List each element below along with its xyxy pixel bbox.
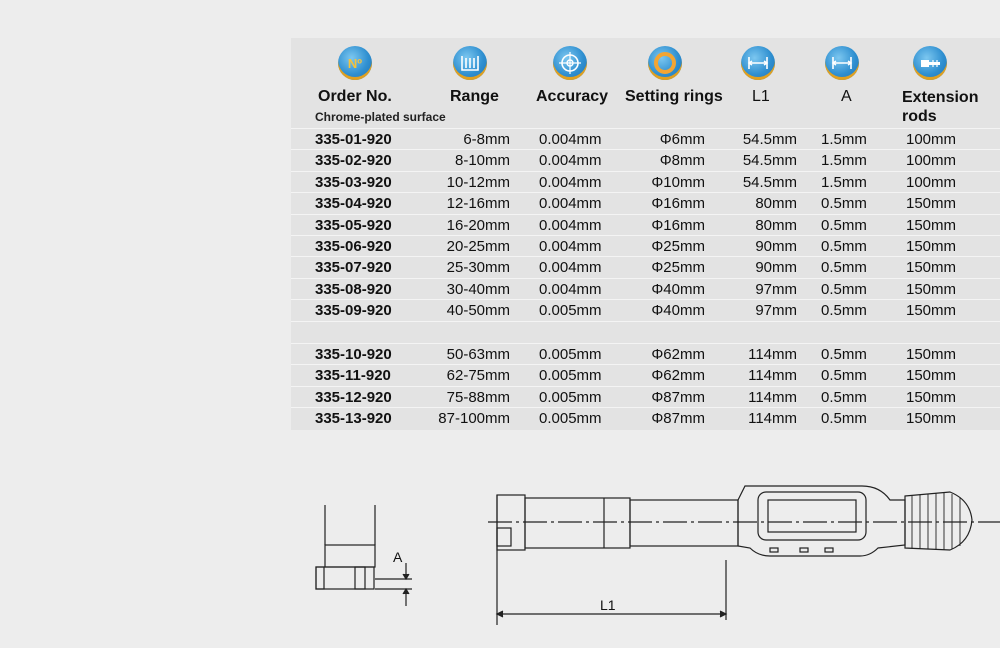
table-row: [291, 386, 1000, 407]
range-icon: [453, 46, 487, 80]
a-cell: 1.5mm: [821, 152, 867, 170]
a-cell: 0.5mm: [821, 410, 867, 428]
extension-rod-icon: [913, 46, 947, 80]
number-sign-text: Nº: [347, 56, 363, 71]
table-row: [291, 407, 1000, 428]
order-no-cell: 335-02-920: [315, 152, 392, 170]
range-cell: 75-88mm: [446, 388, 510, 406]
range-cell: 50-63mm: [446, 346, 510, 363]
order-no-cell: 335-08-920: [315, 280, 392, 298]
extension-rod-cell: 150mm: [906, 259, 957, 277]
a-cell: 0.5mm: [821, 238, 867, 255]
l1-cell: 90mm: [755, 259, 797, 277]
l1-cell: 80mm: [755, 216, 797, 234]
setting-ring-cell: Φ87mm: [651, 388, 705, 406]
side-view-drawing: [316, 505, 412, 606]
header-accuracy: Accuracy: [536, 88, 609, 105]
accuracy-cell: 0.004mm: [539, 152, 602, 170]
table-separator-row: [291, 321, 1000, 344]
accuracy-cell: 0.005mm: [539, 346, 602, 363]
setting-ring-cell: Φ8mm: [659, 152, 705, 170]
l1-cell: 54.5mm: [742, 131, 797, 148]
order-no-cell: 335-06-920: [315, 238, 392, 255]
length-a-icon: [825, 46, 859, 80]
header-setting-rings: Setting rings: [625, 88, 723, 105]
a-cell: 0.5mm: [821, 302, 867, 320]
extension-rod-cell: 100mm: [906, 152, 957, 170]
table-row: [291, 278, 1000, 299]
setting-ring-cell: Φ25mm: [651, 259, 705, 277]
a-cell: 0.5mm: [821, 388, 867, 406]
range-cell: 8-10mm: [454, 152, 510, 170]
table-row: [291, 192, 1000, 213]
extension-rod-cell: 100mm: [906, 131, 957, 148]
table-row: [291, 299, 1000, 320]
accuracy-cell: 0.005mm: [539, 388, 602, 406]
setting-ring-cell: Φ10mm: [651, 173, 705, 191]
table-row: [291, 235, 1000, 256]
order-no-cell: 335-11-920: [315, 367, 391, 385]
subheading-chrome-plated: Chrome-plated surface: [315, 110, 446, 124]
order-no-cell: 335-01-920: [315, 131, 392, 148]
setting-ring-cell: Φ25mm: [651, 238, 705, 255]
range-cell: 40-50mm: [446, 302, 510, 320]
setting-ring-cell: Φ62mm: [651, 346, 705, 363]
range-cell: 62-75mm: [446, 367, 510, 385]
accuracy-cell: 0.004mm: [539, 259, 602, 277]
header-order-no: Order No.: [318, 88, 392, 105]
accuracy-cell: 0.005mm: [539, 302, 602, 320]
setting-ring-cell: Φ16mm: [651, 216, 705, 234]
extension-rod-cell: 150mm: [906, 367, 957, 385]
a-cell: 0.5mm: [821, 216, 867, 234]
length-l1-icon: [741, 46, 775, 80]
header-l1: L1: [752, 88, 770, 105]
l1-cell: 114mm: [748, 367, 797, 385]
setting-ring-cell: Φ16mm: [651, 195, 705, 213]
l1-cell: 97mm: [755, 280, 797, 298]
a-cell: 0.5mm: [821, 346, 867, 363]
setting-ring-cell: Φ40mm: [651, 302, 705, 320]
extension-rod-cell: 150mm: [906, 346, 957, 363]
table-row: [291, 364, 1000, 385]
micrometer-drawing: [488, 486, 1000, 625]
table-row: [291, 256, 1000, 277]
accuracy-target-icon: [553, 46, 587, 80]
setting-ring-cell: Φ87mm: [651, 410, 705, 428]
a-cell: 1.5mm: [821, 131, 867, 148]
extension-rod-cell: 100mm: [906, 173, 957, 191]
range-cell: 87-100mm: [438, 410, 510, 428]
a-cell: 0.5mm: [821, 280, 867, 298]
table-row: [291, 214, 1000, 235]
l1-cell: 90mm: [755, 238, 797, 255]
accuracy-cell: 0.004mm: [539, 131, 602, 148]
extension-rod-cell: 150mm: [906, 238, 957, 255]
table-row: [291, 149, 1000, 170]
a-cell: 0.5mm: [821, 195, 867, 213]
dimension-l1-label: L1: [600, 597, 616, 613]
header-range: Range: [450, 88, 499, 105]
accuracy-cell: 0.004mm: [539, 280, 602, 298]
l1-cell: 114mm: [748, 388, 797, 406]
spec-table: [291, 38, 1000, 430]
l1-cell: 80mm: [755, 195, 797, 213]
accuracy-cell: 0.005mm: [539, 367, 602, 385]
setting-ring-icon: [648, 46, 682, 80]
range-cell: 10-12mm: [446, 173, 510, 191]
extension-rod-cell: 150mm: [906, 195, 957, 213]
a-cell: 0.5mm: [821, 367, 867, 385]
l1-cell: 54.5mm: [742, 173, 797, 191]
setting-ring-cell: Φ40mm: [651, 280, 705, 298]
l1-cell: 97mm: [755, 302, 797, 320]
l1-cell: 114mm: [748, 410, 797, 428]
setting-ring-cell: Φ6mm: [659, 131, 705, 148]
a-cell: 0.5mm: [821, 259, 867, 277]
accuracy-cell: 0.004mm: [539, 216, 602, 234]
range-cell: 16-20mm: [446, 216, 510, 234]
range-cell: 25-30mm: [446, 259, 510, 277]
icon-row: [291, 46, 1000, 86]
accuracy-cell: 0.005mm: [539, 410, 602, 428]
order-no-cell: 335-07-920: [315, 259, 392, 277]
header-extension-rods: Extension rods: [902, 89, 979, 125]
table-row: [291, 171, 1000, 192]
order-no-cell: 335-09-920: [315, 302, 392, 320]
extension-rod-cell: 150mm: [906, 280, 957, 298]
l1-cell: 54.5mm: [742, 152, 797, 170]
accuracy-cell: 0.004mm: [539, 195, 602, 213]
a-cell: 1.5mm: [821, 173, 867, 191]
order-no-cell: 335-13-920: [315, 410, 392, 428]
extension-rod-cell: 150mm: [906, 302, 957, 320]
setting-ring-cell: Φ62mm: [651, 367, 705, 385]
dimension-a-label: A: [393, 549, 403, 565]
header-a: A: [841, 88, 852, 105]
extension-rod-cell: 150mm: [906, 388, 957, 406]
number-sign-icon: [338, 46, 372, 80]
range-cell: 20-25mm: [446, 238, 510, 255]
extension-rod-cell: 150mm: [906, 216, 957, 234]
table-row: [291, 343, 1000, 364]
range-cell: 6-8mm: [463, 131, 510, 148]
order-no-cell: 335-05-920: [315, 216, 392, 234]
order-no-cell: 335-12-920: [315, 388, 392, 406]
table-row: [291, 128, 1000, 149]
range-cell: 12-16mm: [446, 195, 510, 213]
extension-rod-cell: 150mm: [906, 410, 957, 428]
order-no-cell: 335-03-920: [315, 173, 392, 191]
order-no-cell: 335-04-920: [315, 195, 392, 213]
l1-cell: 114mm: [748, 346, 797, 363]
range-cell: 30-40mm: [446, 280, 510, 298]
order-no-cell: 335-10-920: [315, 346, 392, 363]
accuracy-cell: 0.004mm: [539, 173, 602, 191]
accuracy-cell: 0.004mm: [539, 238, 602, 255]
